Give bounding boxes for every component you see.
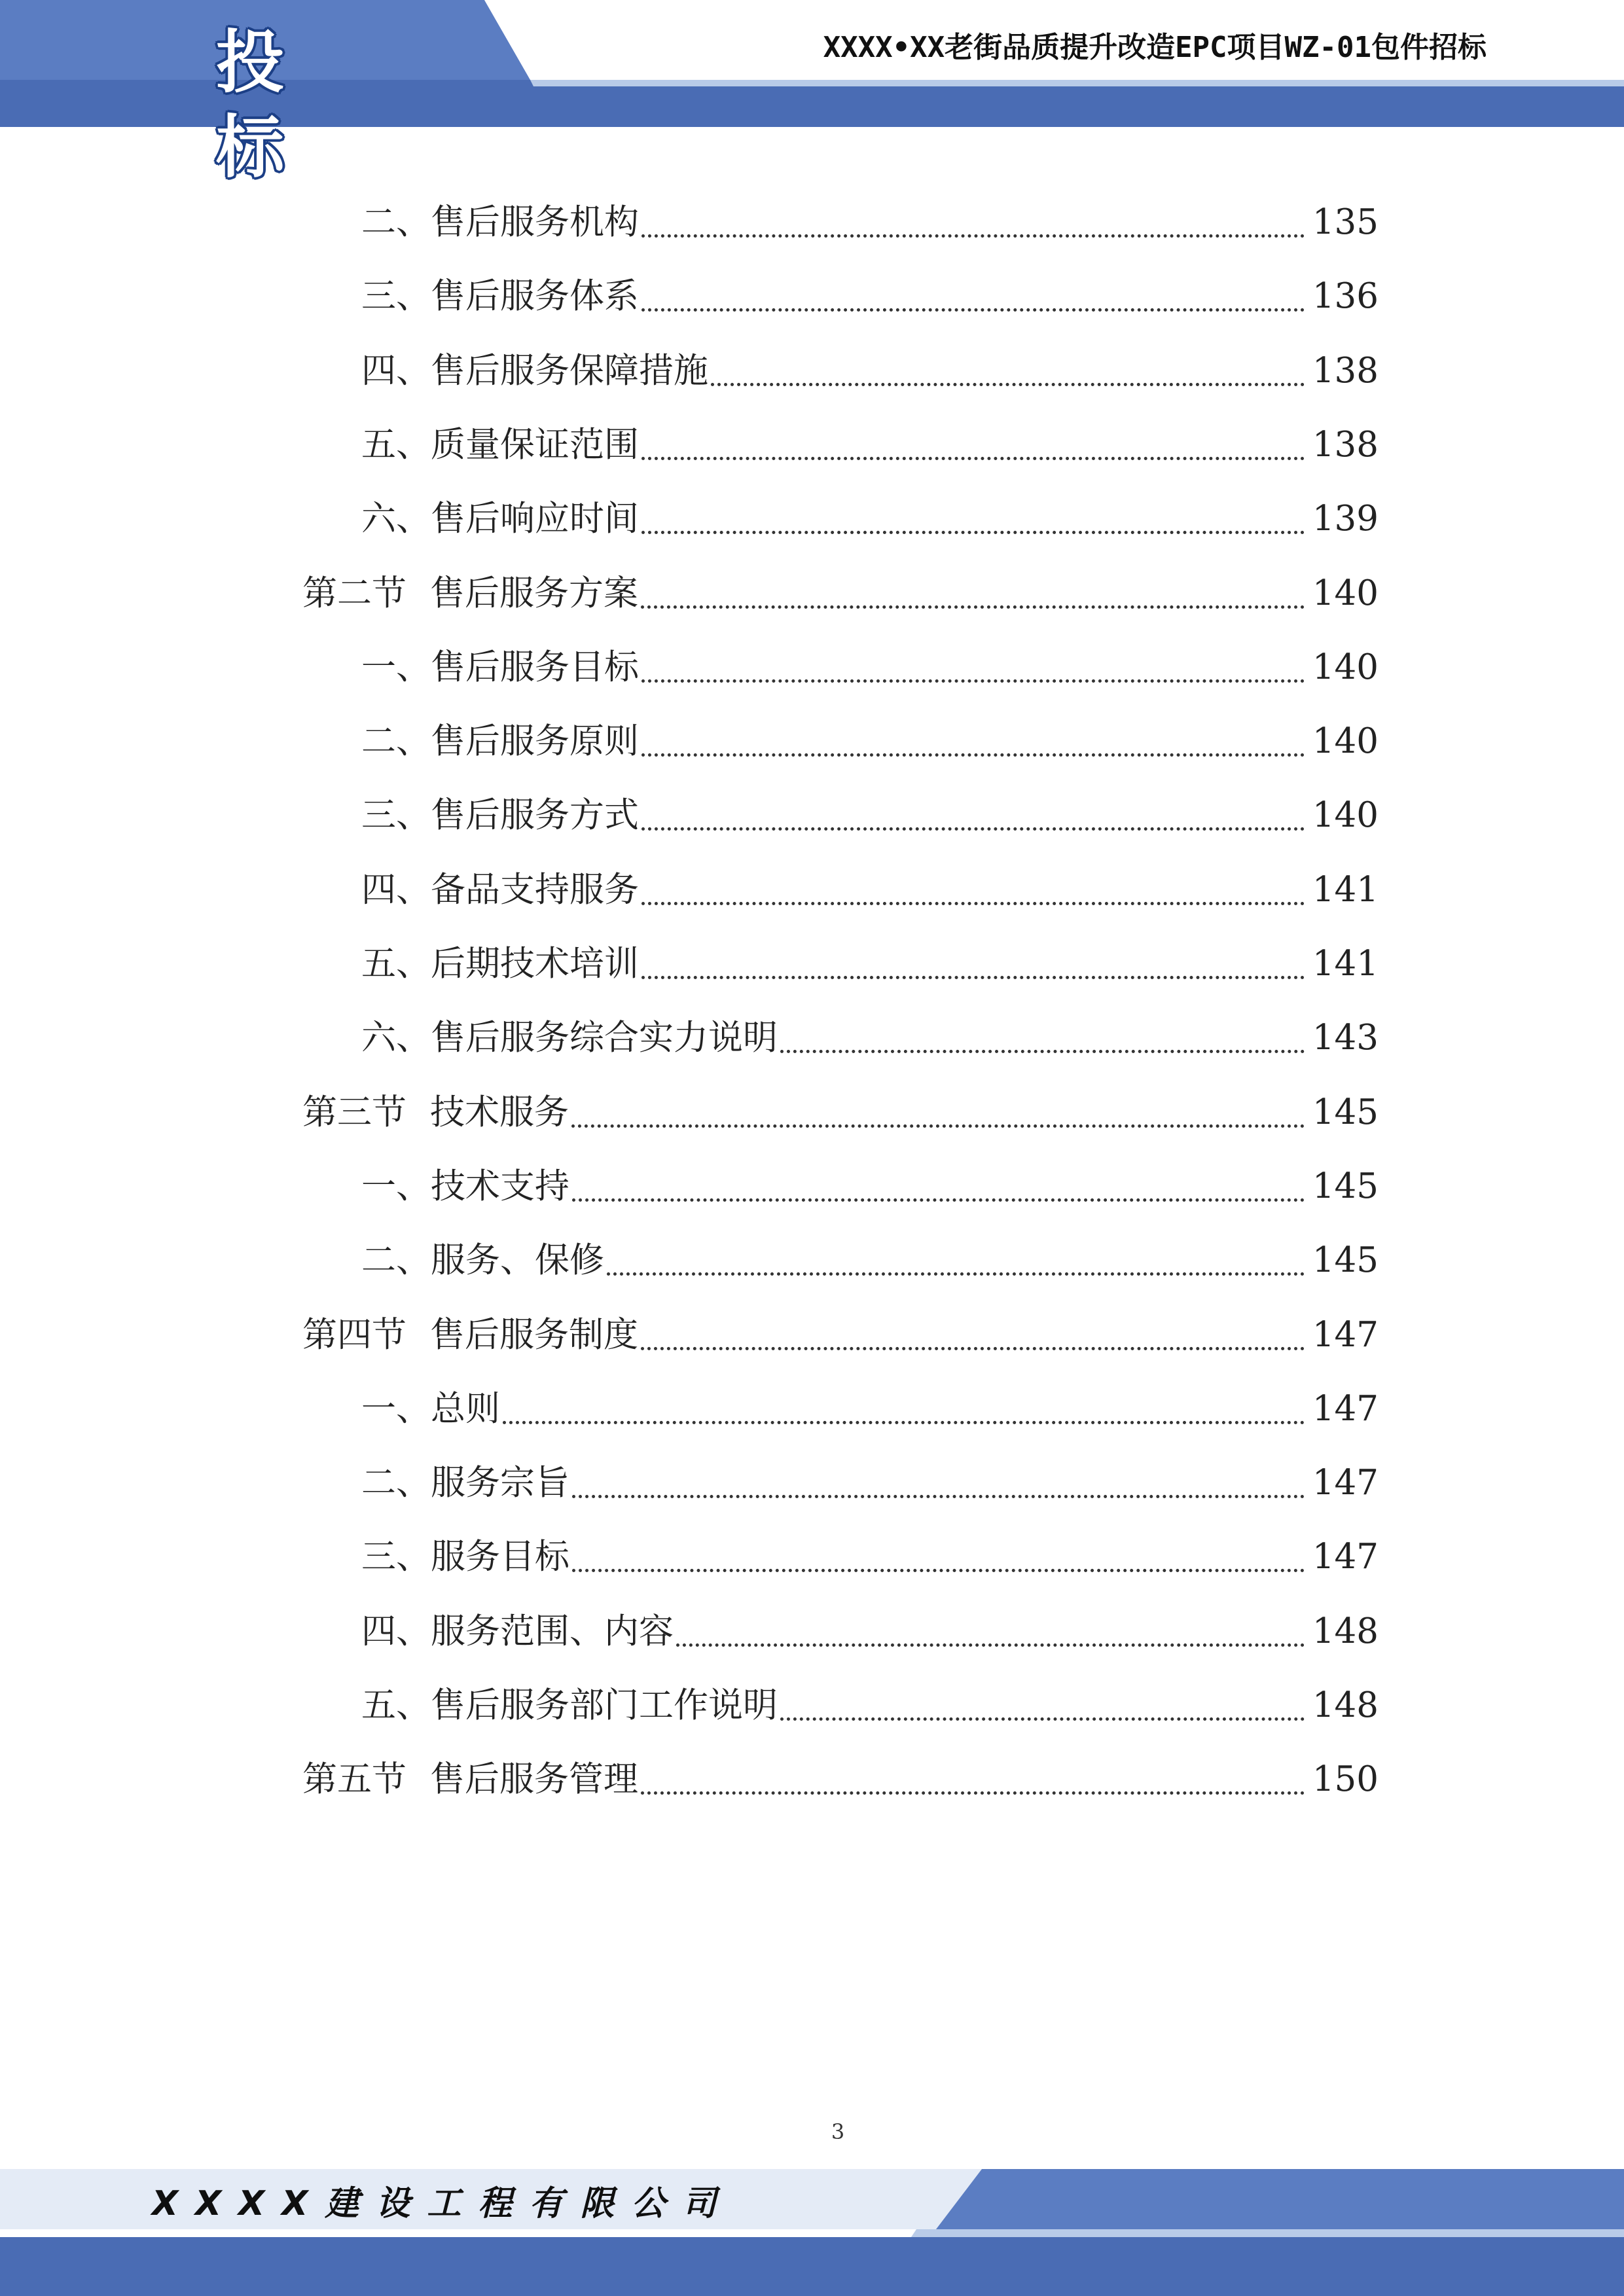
toc-entry-page: 141 [1312,870,1379,910]
toc-entry-number: 二、 [361,1240,431,1280]
toc-entry-number: 第三节 [302,1092,406,1132]
toc-entry-number: 六、 [361,499,431,539]
toc-dot-leader [641,234,1305,238]
toc-entry-label [361,1605,674,1658]
toc-entry-label [302,1086,569,1139]
toc-entry-page: 148 [1312,1685,1379,1725]
toc-entry-title: 售后服务管理 [430,1759,638,1799]
toc-entry-title: 售后服务原则 [431,721,639,761]
toc-entry-label [361,1234,604,1287]
toc-dot-leader [676,1643,1305,1647]
toc-entry [361,938,1379,990]
toc-dot-leader [780,1050,1305,1053]
toc-entry-page: 141 [1312,944,1379,984]
toc-entry-title: 后期技术培训 [431,944,639,984]
toc-entry-label [361,1531,569,1583]
toc-entry [361,1679,1379,1732]
toc-entry-number: 第二节 [302,573,406,613]
toc-dot-leader [503,1421,1305,1424]
toc-entry-number: 三、 [361,276,431,316]
toc-entry [361,1012,1379,1064]
toc-entry-number: 一、 [361,647,431,687]
header-project-title: XXXX•XX老街品质提升改造EPC项目WZ-01包件招标 [823,31,1487,64]
toc-entry-title: 备品支持服务 [431,870,639,910]
toc-entry [361,1383,1379,1435]
toc-entry-number: 二、 [361,721,431,761]
toc-entry-title: 售后响应时间 [431,499,639,539]
toc-entry-title: 售后服务部门工作说明 [431,1685,778,1725]
toc-entry [361,1160,1379,1213]
toc-entry-title: 售后服务综合实力说明 [431,1018,778,1058]
toc-entry [361,270,1379,323]
toc-entry-number: 五、 [361,425,431,465]
toc-entry-label [361,1012,778,1064]
toc-entry [361,345,1379,397]
header-logo-text: 投 标 [216,22,308,187]
toc-entry-title: 服务范围、内容 [431,1611,674,1651]
toc-entry-number: 二、 [361,202,431,242]
toc-entry [361,641,1379,694]
footer-company-name: XXXX建设工程有限公司 [152,2184,734,2223]
toc-entry-number: 第四节 [302,1315,406,1355]
toc-dot-leader [641,1347,1305,1350]
toc-entry [361,864,1379,916]
toc-entry-page: 135 [1312,202,1379,242]
toc-dot-leader [572,1495,1305,1498]
toc-entry-number: 五、 [361,944,431,984]
toc-entry-label [361,1457,569,1509]
toc-dot-leader [641,827,1305,831]
toc-entry-title: 售后服务方式 [431,795,639,835]
toc-entry-title: 总则 [431,1389,500,1429]
toc-entry [361,493,1379,545]
toc-entry-label [302,567,638,620]
toc-entry [361,1457,1379,1509]
toc-entry-label [361,270,639,323]
toc-entry-page: 140 [1312,795,1379,835]
toc-entry-title: 服务宗旨 [431,1463,569,1503]
toc-entry-number: 四、 [361,351,431,391]
toc-entry [302,1309,1379,1361]
toc-entry-number: 一、 [361,1389,431,1429]
toc-entry-number: 六、 [361,1018,431,1058]
toc-entry-page: 147 [1312,1315,1379,1355]
toc-entry-title: 服务、保修 [431,1240,604,1280]
toc-entry-page: 147 [1312,1463,1379,1503]
toc-dot-leader [571,1124,1305,1128]
toc-entry-number: 四、 [361,1611,431,1651]
toc-entry-title: 售后服务体系 [431,276,639,316]
toc-entry-title: 售后服务方案 [430,573,638,613]
toc-dot-leader [641,902,1305,905]
toc-dot-leader [641,976,1305,979]
toc-entry [361,419,1379,471]
toc-entry [361,1531,1379,1583]
toc-entry-label [361,641,639,694]
toc-entry-label [361,493,639,545]
toc-dot-leader [641,1791,1305,1795]
toc-entry-label [302,1753,638,1806]
toc-entry-label [361,345,708,397]
toc-dot-leader [641,679,1305,683]
toc-entry-title: 售后服务保障措施 [431,351,708,391]
toc-entry [361,789,1379,842]
toc-entry-page: 145 [1312,1166,1379,1206]
toc-entry-page: 145 [1312,1240,1379,1280]
toc-entry-page: 148 [1312,1611,1379,1651]
toc-entry-label [302,1309,638,1361]
toc-entry-page: 147 [1312,1537,1379,1577]
toc-entry-title: 质量保证范围 [431,425,639,465]
toc-entry-page: 147 [1312,1389,1379,1429]
toc-entry-number: 三、 [361,795,431,835]
toc-entry-page: 140 [1312,573,1379,613]
toc-entry-number: 二、 [361,1463,431,1503]
toc-dot-leader [641,457,1305,460]
page-header [0,0,1624,187]
toc-dot-leader [572,1569,1305,1572]
toc-entry-page: 138 [1312,425,1379,465]
toc-dot-leader [641,308,1305,312]
toc-entry-title: 售后服务目标 [431,647,639,687]
toc-entry [361,715,1379,768]
toc-dot-leader [641,753,1305,757]
toc-entry-label [361,419,639,471]
toc-dot-leader [641,605,1305,609]
toc-entry-page: 136 [1312,276,1379,316]
page-number: 3 [831,2119,845,2144]
toc-entry [302,1753,1379,1806]
toc-entry-label [361,789,639,842]
toc-entry-page: 140 [1312,647,1379,687]
toc-entry [302,1086,1379,1139]
toc-entry-number: 三、 [361,1537,431,1577]
footer-band-accent [911,2229,1624,2237]
toc-entry-page: 143 [1312,1018,1379,1058]
toc-entry-page: 150 [1312,1759,1379,1799]
page-footer [0,2160,1624,2296]
toc-entry-label [361,1679,778,1732]
toc-entry-label [361,1383,500,1435]
toc-entry-title: 售后服务制度 [430,1315,638,1355]
toc-entry-page: 140 [1312,721,1379,761]
toc-entry-label [361,715,639,768]
toc-entry [361,1234,1379,1287]
toc-entry-label [361,938,639,990]
toc-dot-leader [607,1272,1305,1276]
toc-dot-leader [572,1198,1305,1202]
toc-entry-title: 技术服务 [430,1092,569,1132]
toc-entry-number: 四、 [361,870,431,910]
toc-entry [361,1605,1379,1658]
toc-entry-title: 售后服务机构 [431,202,639,242]
toc-entry-number: 第五节 [302,1759,406,1799]
toc-entry [361,196,1379,249]
toc-entry [302,567,1379,620]
toc-entry-page: 138 [1312,351,1379,391]
toc-dot-leader [711,383,1305,386]
header-band-shadow [530,80,1624,86]
toc-entry-label [361,1160,569,1213]
footer-band-dark [0,2237,1624,2296]
toc-entry-number: 一、 [361,1166,431,1206]
toc-entry-label [361,196,639,249]
toc-entry-number: 五、 [361,1685,431,1725]
toc-entry-page: 145 [1312,1092,1379,1132]
toc-entry-title: 技术支持 [431,1166,569,1206]
toc-dot-leader [641,531,1305,534]
toc-entry-label [361,864,639,916]
footer-band-mid [936,2169,1624,2229]
toc-entry-title: 服务目标 [431,1537,569,1577]
toc-dot-leader [780,1717,1305,1721]
toc-entry-page: 139 [1312,499,1379,539]
